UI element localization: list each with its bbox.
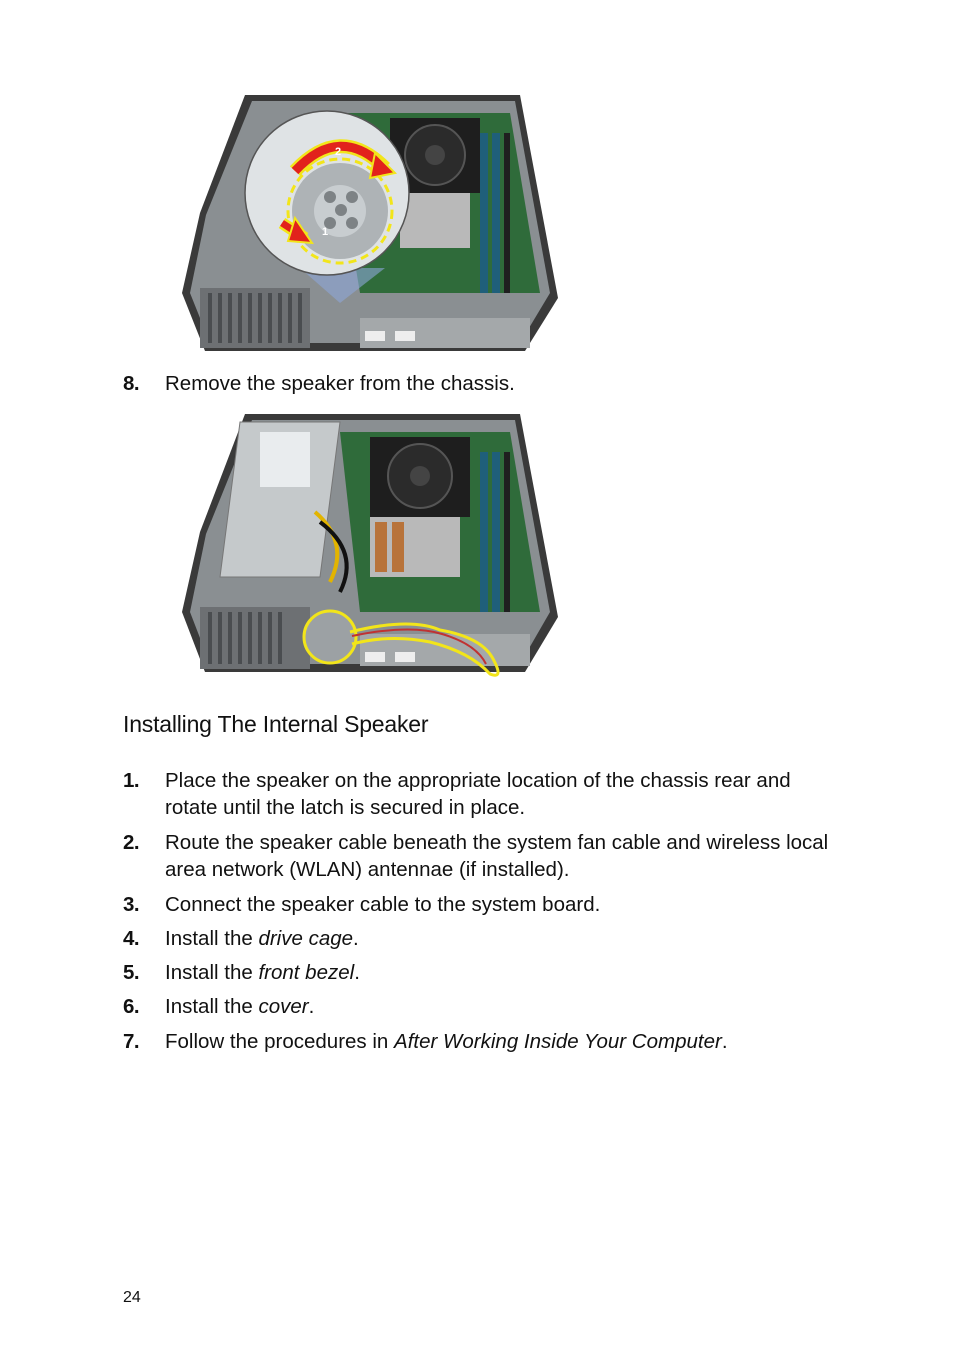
removal-step-8 — [123, 370, 843, 397]
figure-speaker-rotate — [180, 93, 558, 351]
step-text: Connect the speaker cable to the system board. — [165, 893, 601, 916]
step-text-prefix: Install the — [165, 995, 259, 1018]
step-number: 8. — [123, 372, 140, 395]
step-text-prefix: Follow the procedures in — [165, 1030, 395, 1053]
install-step-3 — [123, 891, 843, 918]
step-number: 1. — [123, 769, 140, 792]
install-step-7 — [123, 1028, 843, 1055]
step-text-line1: Place the speaker on the appropriate location of the chassis rear and — [165, 769, 791, 792]
page-number: 24 — [123, 1289, 141, 1306]
step-text-suffix: . — [353, 927, 359, 950]
callout-1-label: 1 — [322, 226, 329, 238]
step-text — [165, 993, 843, 1020]
step-text-line2: area network (WLAN) antennae (if installed). — [165, 858, 570, 881]
section-heading: Installing The Internal Speaker — [123, 711, 429, 737]
step-number: 5. — [123, 961, 140, 984]
install-step-2 — [123, 829, 843, 883]
callout-2-label: 2 — [335, 146, 342, 158]
step-text — [165, 959, 843, 986]
step-number: 6. — [123, 995, 140, 1018]
step-text — [165, 925, 843, 952]
step-text-line2: rotate until the latch is secured in place. — [165, 796, 526, 819]
install-step-4 — [123, 925, 843, 952]
install-step-1 — [123, 767, 843, 821]
step-number: 4. — [123, 927, 140, 950]
step-text-suffix: . — [721, 1030, 728, 1053]
step-text-suffix: . — [308, 995, 315, 1018]
step-number: 3. — [123, 893, 140, 916]
figure-speaker-removed — [180, 412, 558, 682]
step-number: 2. — [123, 831, 140, 854]
step-number: 7. — [123, 1030, 140, 1053]
step-text — [165, 1028, 843, 1055]
after-working-link[interactable]: After Working Inside Your Computer — [394, 1030, 722, 1053]
step-text-prefix: Install the — [165, 927, 259, 950]
install-step-6 — [123, 993, 843, 1020]
cover-link[interactable]: cover — [258, 995, 309, 1018]
step-text-line1: Route the speaker cable beneath the system fan cable and wireless local — [165, 831, 829, 854]
install-step-5 — [123, 959, 843, 986]
step-text-prefix: Install the — [165, 961, 259, 984]
front-bezel-link[interactable]: front bezel — [258, 961, 355, 984]
step-text-suffix: . — [354, 961, 360, 984]
drive-cage-link[interactable]: drive cage — [258, 927, 354, 950]
step-text: Remove the speaker from the chassis. — [165, 372, 515, 395]
